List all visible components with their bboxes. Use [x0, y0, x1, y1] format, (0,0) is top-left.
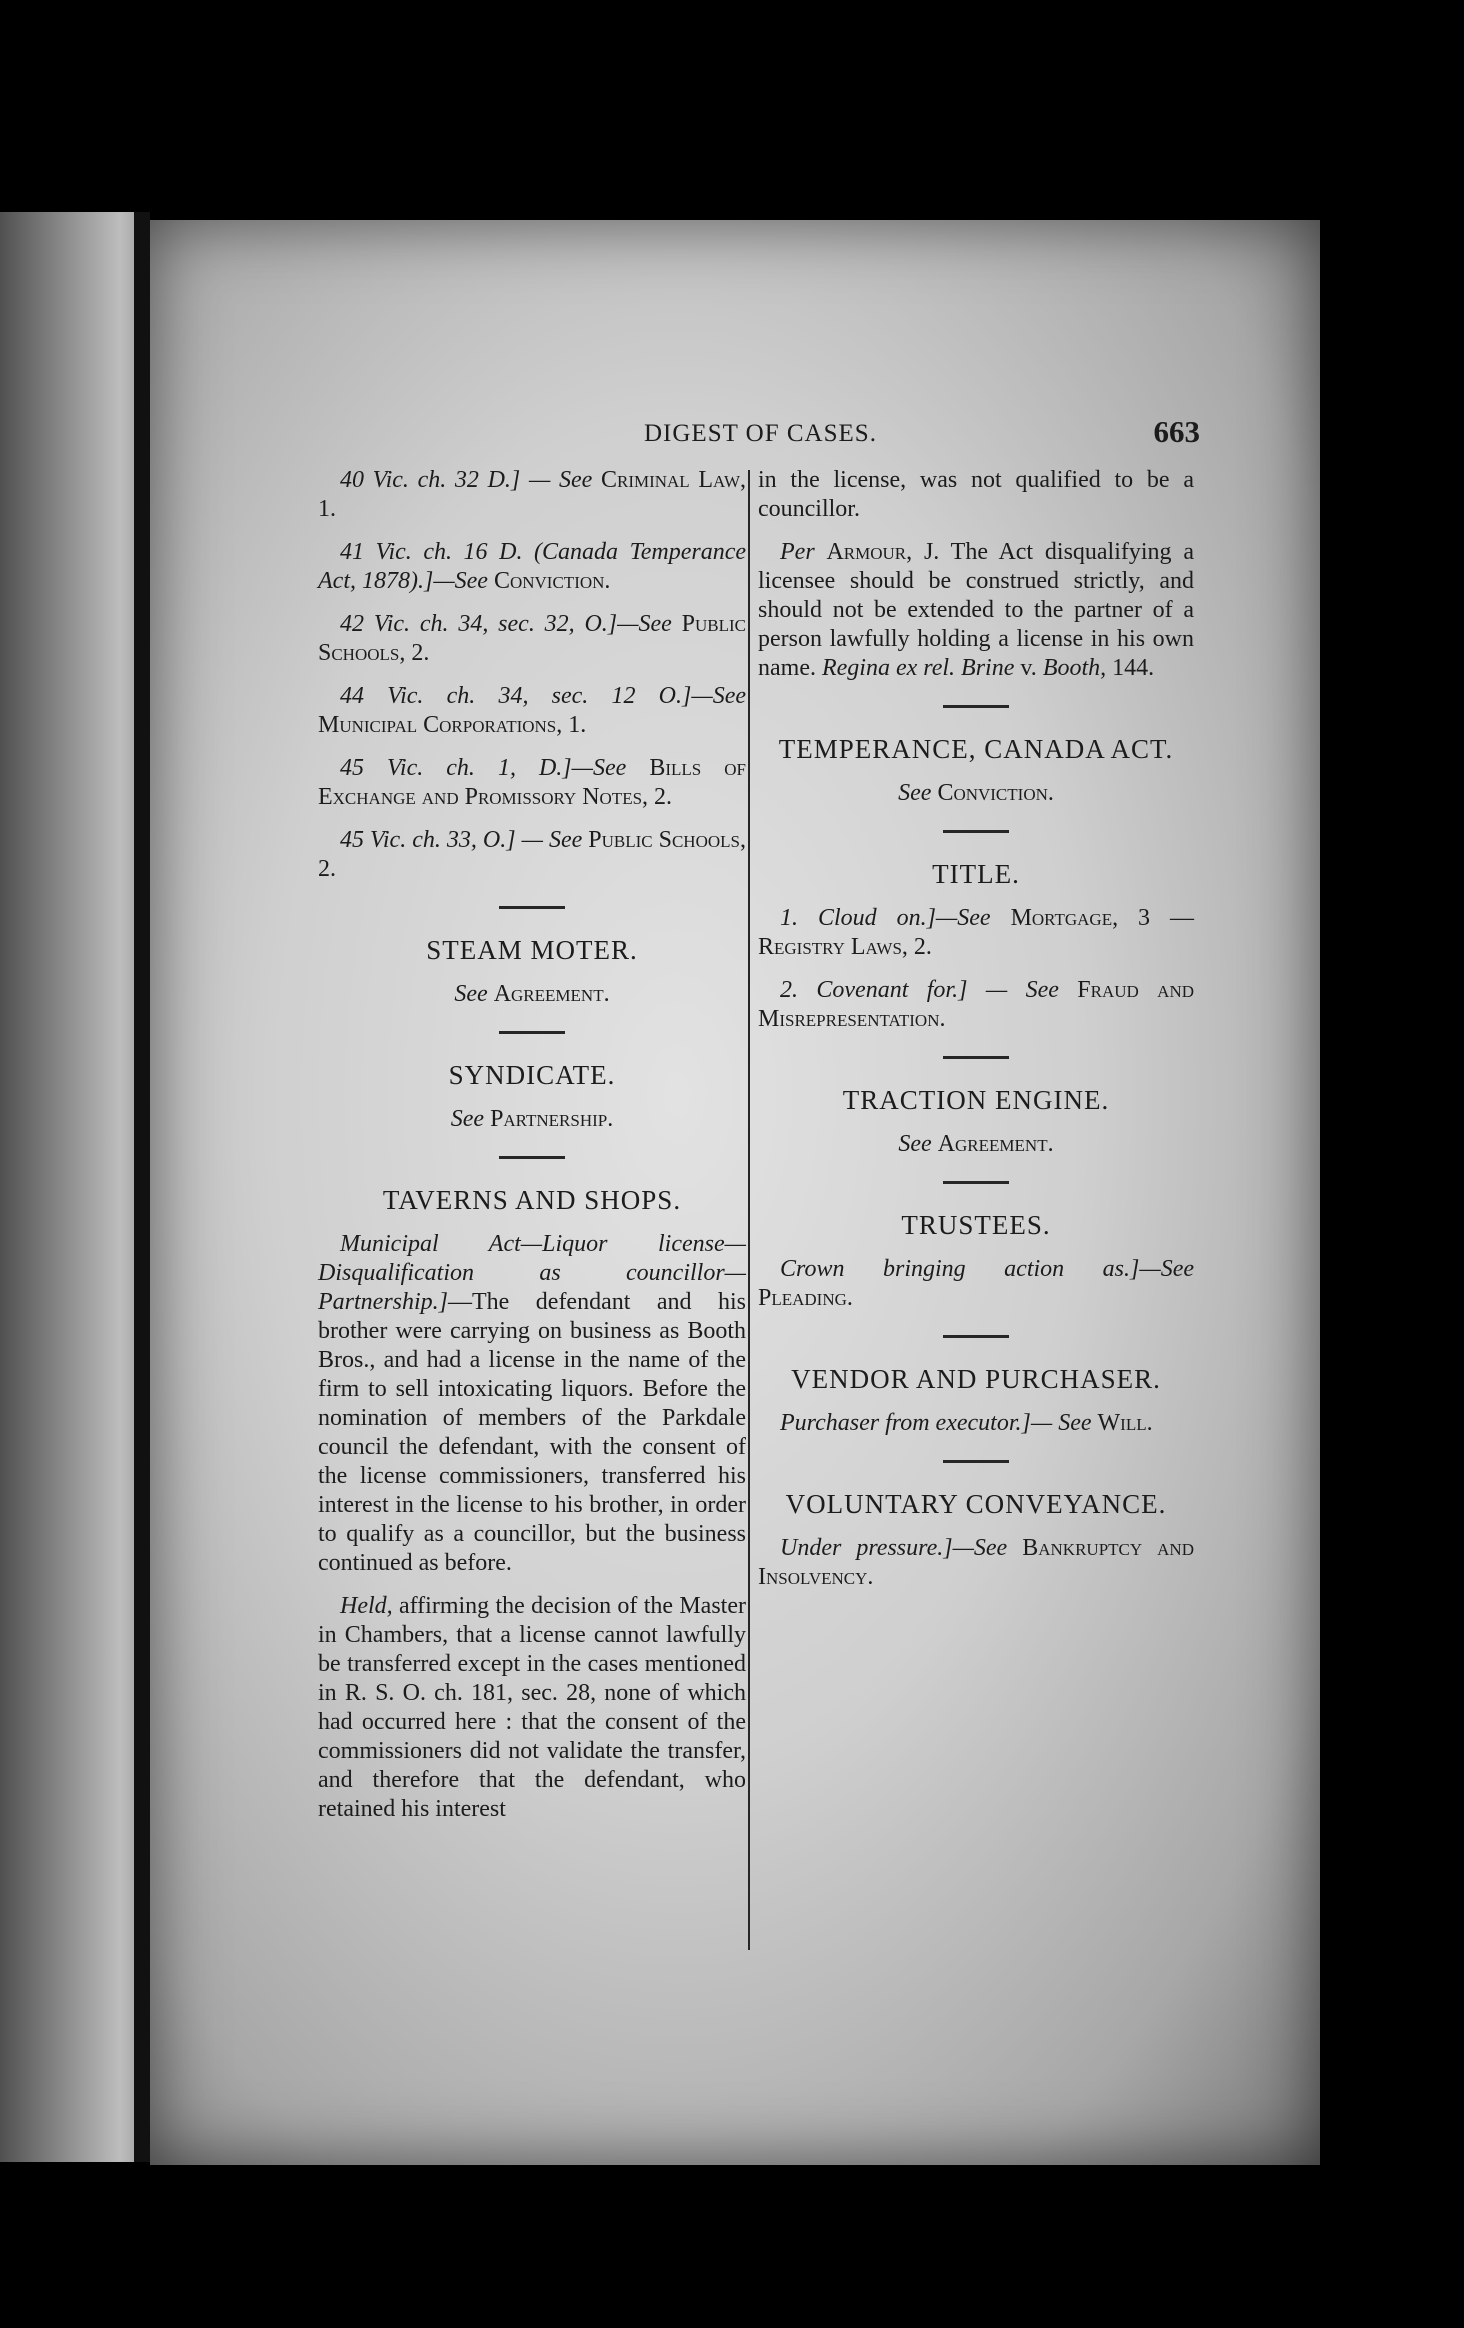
statute-entry-2: 41 Vic. ch. 16 D. (Canada Temperance Act, 1878).]—See Conviction.	[318, 539, 746, 594]
see-also-agreement: See Agreement.	[454, 981, 610, 1007]
page-number: 663	[1153, 414, 1200, 449]
section-rule	[943, 1460, 1009, 1463]
continuation-text: in the license, was not qualified to be a councillor.	[758, 467, 1194, 522]
vendor-entry: Purchaser from executor.]— See Will.	[780, 1410, 1153, 1436]
section-rule	[943, 705, 1009, 708]
statute-entry-1: 40 Vic. ch. 32 D.] — See Criminal Law, 1.	[318, 467, 746, 522]
statute-entry-6: 45 Vic. ch. 33, O.] — See Public Schools, 2.	[318, 827, 746, 882]
section-title-taverns: TAVERNS AND SHOPS.	[382, 1185, 682, 1215]
section-rule	[499, 906, 565, 909]
section-title-title: TITLE.	[932, 859, 1020, 889]
section-title-steam-moter: STEAM MOTER.	[426, 935, 638, 965]
trustees-entry: Crown bringing action as.]—See Pleading.	[758, 1256, 1194, 1311]
section-rule	[943, 830, 1009, 833]
section-rule	[943, 1181, 1009, 1184]
section-rule	[499, 1031, 565, 1034]
running-head: DIGEST OF CASES.	[644, 420, 877, 447]
right-column	[758, 466, 1194, 1606]
section-rule	[943, 1056, 1009, 1059]
section-title-vendor: VENDOR AND PURCHASER.	[791, 1364, 1161, 1394]
voluntary-entry: Under pressure.]—See Bankruptcy and Insolvency.	[758, 1535, 1194, 1590]
section-title-trustees: TRUSTEES.	[901, 1210, 1051, 1240]
book-spine	[134, 212, 150, 2162]
taverns-paragraph-2: Held, affirming the decision of the Master in Chambers, that a license cannot lawfully be transferred except in the cases mentioned in R. S. O. ch. 181, sec. 28, none of which had occurred here : that the consent of the commissioners did not validate the transfer, and therefore that the defendant, who retained his interest	[318, 1593, 746, 1822]
facing-page-edge	[0, 212, 150, 2162]
section-rule	[943, 1335, 1009, 1338]
section-title-traction: TRACTION ENGINE.	[842, 1085, 1110, 1115]
title-entry-2: 2. Covenant for.] — See Fraud and Misrepresentation.	[758, 977, 1194, 1032]
section-title-syndicate: SYNDICATE.	[448, 1060, 616, 1090]
section-rule	[499, 1156, 565, 1159]
statute-entry-3: 42 Vic. ch. 34, sec. 32, O.]—See Public Schools, 2.	[318, 611, 747, 666]
statute-entry-4: 44 Vic. ch. 34, sec. 12 O.]—See Municipal Corporations, 1.	[318, 683, 746, 738]
left-column	[318, 466, 746, 1838]
see-also-partnership: See Partnership.	[450, 1106, 614, 1132]
statute-entry-5: 45 Vic. ch. 1, D.]—See Bills of Exchange and Promissory Notes, 2.	[318, 755, 746, 810]
title-entry-1: 1. Cloud on.]—See Mortgage, 3 —Registry Laws, 2.	[758, 905, 1195, 960]
page-header	[640, 414, 1200, 460]
section-title-voluntary: VOLUNTARY CONVEYANCE.	[785, 1489, 1167, 1519]
taverns-paragraph-1: Municipal Act—Liquor license—Disqualification as councillor—Partnership.]—The defendant and his brother were carrying on business as Booth Bros., and had a license in the name of the firm to sell intoxicating liquors. Before the nomination of members of the Parkdale council the defendant, with the consent of the license commissioners, transferred his interest in the license to his brother, in order to qualify as a councillor, but the business continued as before.	[318, 1231, 746, 1576]
see-also-conviction: See Conviction.	[898, 780, 1054, 806]
see-also-agreement: See Agreement.	[898, 1131, 1054, 1157]
column-divider	[748, 470, 750, 1950]
section-title-temperance: TEMPERANCE, CANADA ACT.	[778, 734, 1174, 764]
armour-opinion: Per Armour, J. The Act disqualifying a licensee should be construed strictly, and should not be extended to the partner of a person lawfully holding a license in his own name. Regina ex rel. Brine v. Booth, 144.	[758, 539, 1195, 681]
